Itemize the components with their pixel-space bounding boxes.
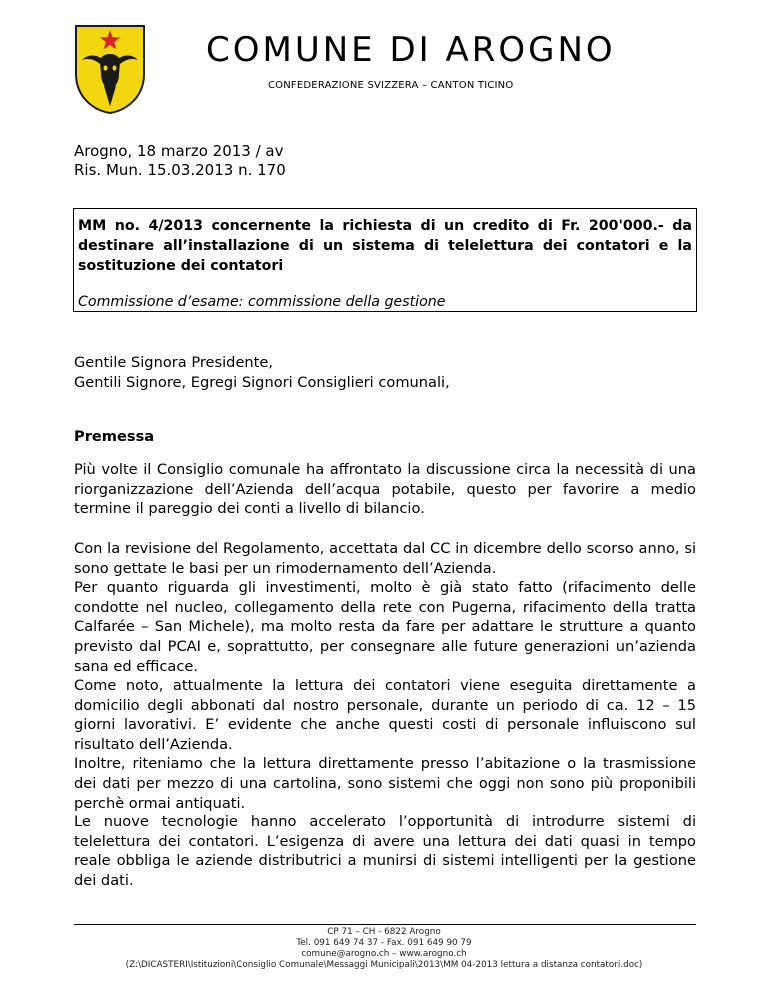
paragraph-text: Inoltre, riteniamo che la lettura direttamente presso l’abitazione o la trasmissione dei dati per mezzo di una cartolina, sono sistemi che oggi non sono più proponibili perchè ormai antiquati. xyxy=(74,755,696,812)
footer xyxy=(0,927,768,971)
municipality-subtitle: CONFEDERAZIONE SVIZZERA – CANTON TICINO xyxy=(268,80,514,91)
date-line: Arogno, 18 marzo 2013 / av xyxy=(74,142,284,160)
paragraph-text: Come noto, attualmente la lettura dei contatori viene eseguita direttamente a domicilio degli abbonati dal nostro personale, durante un periodo di ca. 12 – 15 giorni lavorativi. E’ evidente che anche questi costi di personale influiscono sul risultato dell’Azienda. xyxy=(74,677,696,753)
paragraph-1 xyxy=(74,460,696,519)
resolution-line: Ris. Mun. 15.03.2013 n. 170 xyxy=(74,161,286,179)
salutation-line-2: Gentili Signore, Egregi Signori Consiglieri comunali, xyxy=(74,373,450,391)
footer-file-path: (Z:\DICASTERI\Istituzioni\Consiglio Comunale\Messaggi Municipali\2013\MM 04-2013 lettura a distanza contatori.doc) xyxy=(125,960,643,970)
salutation xyxy=(74,353,696,392)
subject-box xyxy=(73,208,697,312)
paragraph-text: Le nuove tecnologie hanno accelerato l’opportunità di introdurre sistemi di telelettura dei contatori. L’esigenza di avere una lettura dei dati quasi in tempo reale obbliga le aziende distributrici a munirsi di sistemi intelligenti per la gestione dei dati. xyxy=(74,813,696,889)
paragraph-text: Più volte il Consiglio comunale ha affrontato la discussione circa la necessità di una riorganizzazione dell’Azienda dell’acqua potabile, questo per favorire a medio termine il pareggio dei conti a livello di bilancio. xyxy=(74,461,696,518)
paragraph-text: Con la revisione del Regolamento, accettata dal CC in dicembre dello scorso anno, si sono gettate le basi per un rimodernamento dell’Azienda. xyxy=(74,540,696,577)
municipal-coat-of-arms xyxy=(74,24,146,114)
subject-text: MM no. 4/2013 concernente la richiesta di un credito di Fr. 200'000.- da destinare all’installazione di un sistema di telelettura dei contatori e la sostituzione dei contatori xyxy=(78,218,692,274)
paragraph-2 xyxy=(74,539,696,676)
salutation-line-1: Gentile Signora Presidente, xyxy=(74,354,274,371)
footer-web: comune@arogno.ch – www.arogno.ch xyxy=(301,949,467,959)
paragraph-4 xyxy=(74,812,696,890)
municipality-title: COMUNE DI AROGNO xyxy=(206,30,616,70)
commission-text: Commissione d’esame: commissione della gestione xyxy=(78,294,446,310)
footer-address: CP 71 – CH - 6822 Arogno xyxy=(327,927,441,937)
footer-phone: Tel. 091 649 74 37 - Fax. 091 649 90 79 xyxy=(296,938,472,948)
paragraph-text: Per quanto riguarda gli investimenti, molto è già stato fatto (rifacimento delle condotte nel nucleo, collegamento della rete con Pugerna, rifacimento della tratta Calfarée – San Michele), ma molto resta da fare per adattare le strutture a quanto previsto dal PCAI e, soprattutto, per consegnare alle future generazioni un’azienda sana ed efficace. xyxy=(74,579,696,675)
footer-divider xyxy=(74,924,696,925)
section-heading-premessa: Premessa xyxy=(74,428,155,445)
paragraph-3 xyxy=(74,676,696,813)
